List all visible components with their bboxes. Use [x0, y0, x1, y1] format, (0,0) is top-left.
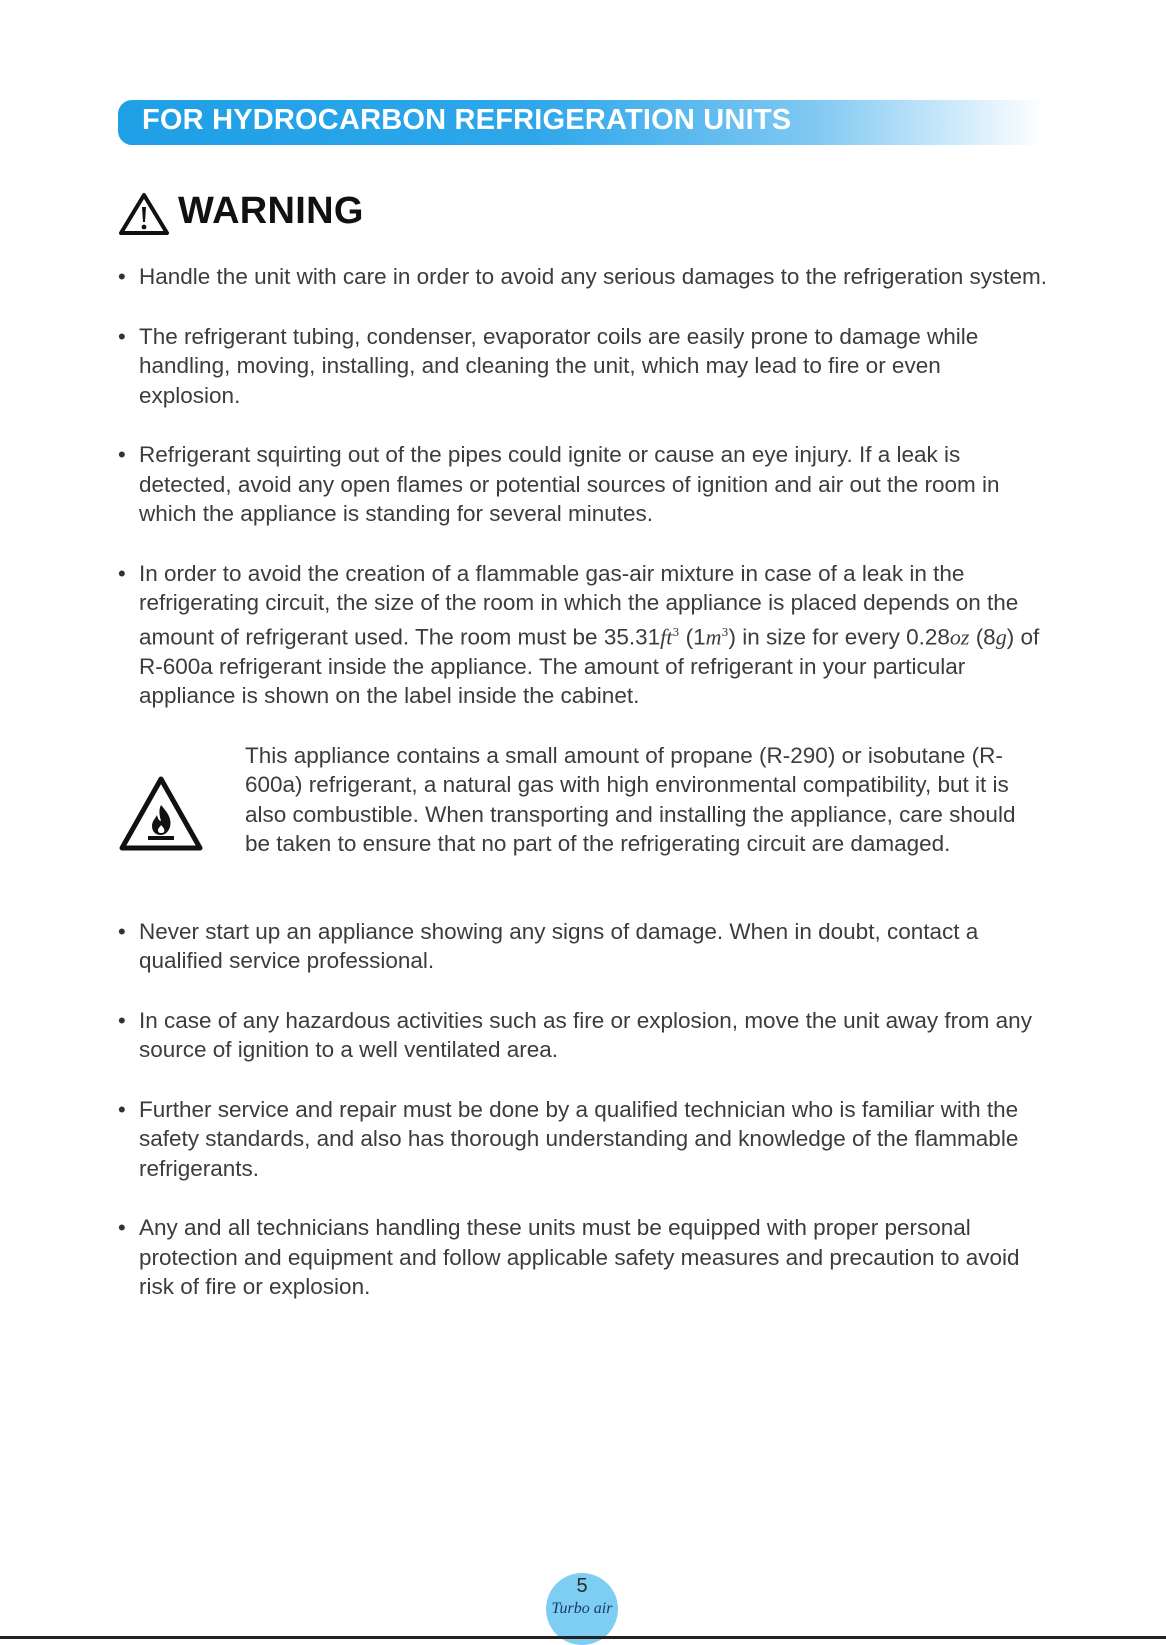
room-size-item: [118, 559, 1048, 711]
list-item: [118, 1006, 1048, 1065]
page-number: 5: [576, 1575, 588, 1597]
bullet-dot: •: [118, 1007, 126, 1033]
unit-g: g: [995, 624, 1007, 649]
section-banner: [118, 100, 1044, 145]
room-size-text-1: In order to avoid the creation of a flammable gas-air mixture in case of a leak in the refrigerating circuit, the size of the room in which the appliance is placed depends on the amount of refrigerant used. The room must be 35.31: [139, 560, 1019, 649]
list-item-text: The refrigerant tubing, condenser, evaporator coils are easily prone to damage while handling, moving, installing, and cleaning the unit, which may lead to fire or even explosion.: [139, 323, 979, 408]
flammable-notice: [118, 741, 1048, 887]
superscript-3: 3: [721, 625, 729, 639]
list-item-text: Never start up an appliance showing any signs of damage. When in doubt, contact a qualified service professional.: [139, 918, 979, 973]
list-item: [118, 322, 1048, 411]
unit-m: m: [705, 624, 722, 649]
list-item-text: Further service and repair must be done by a qualified technician who is familiar with the safety standards, and also has thorough understanding and knowledge of the flammable refrigerants.: [139, 1096, 1019, 1181]
warning-triangle-icon: [118, 192, 170, 236]
page-number-badge: [546, 1573, 618, 1645]
superscript-3: 3: [672, 625, 680, 639]
bullet-dot: •: [118, 560, 126, 586]
brand-logo: Turbo air: [551, 1600, 613, 1617]
room-size-text-3: ) in size for every 0.28: [728, 624, 950, 649]
unit-ft: ft: [660, 624, 673, 649]
list-item: [118, 917, 1048, 976]
list-item: [118, 1213, 1048, 1302]
list-item-text: Any and all technicians handling these units must be equipped with proper personal protection and equipment and follow applicable safety measures and precaution to avoid risk of fire or explosion.: [139, 1215, 1020, 1299]
list-item: [118, 1095, 1048, 1184]
bullet-dot: •: [118, 1096, 126, 1122]
list-item-text: Refrigerant squirting out of the pipes could ignite or cause an eye injury. If a leak is detected, avoid any open flames or potential sources of ignition and air out the room in which the appliance is standing for several minutes.: [139, 442, 1000, 526]
bullet-dot: •: [118, 918, 126, 944]
room-size-text-5: ) of R-600a refrigerant inside the appliance. The amount of refrigerant in your particular appliance is shown on the label inside the cabinet.: [139, 624, 1040, 708]
list-item-text: Handle the unit with care in order to avoid any serious damages to the refrigeration system.: [139, 264, 1047, 289]
bullet-dot: •: [118, 323, 126, 349]
section-title: FOR HYDROCARBON REFRIGERATION UNITS: [142, 104, 792, 136]
list-item-text: In case of any hazardous activities such as fire or explosion, move the unit away from any source of ignition to a well ventilated area.: [139, 1007, 1032, 1062]
unit-oz: oz: [949, 624, 970, 649]
bullet-dot: •: [118, 1215, 126, 1240]
room-size-text-2: (1: [679, 624, 706, 649]
warning-list: [118, 262, 1048, 1332]
bullet-dot: •: [118, 442, 126, 467]
flammable-warning-icon: [118, 775, 204, 853]
list-item: [118, 440, 1048, 529]
warning-title: WARNING: [178, 190, 364, 232]
flammable-notice-text: This appliance contains a small amount of propane (R-290) or isobutane (R-600a) refrigerant, a natural gas with high environmental compatibility, but it is also combustible. When transporting and installing the appliance, care should be taken to ensure that no part of the refrigerating circuit are damaged.: [245, 742, 1016, 856]
room-size-text-4: (8: [969, 624, 996, 649]
list-item: [118, 262, 1048, 292]
bullet-dot: •: [118, 264, 126, 289]
